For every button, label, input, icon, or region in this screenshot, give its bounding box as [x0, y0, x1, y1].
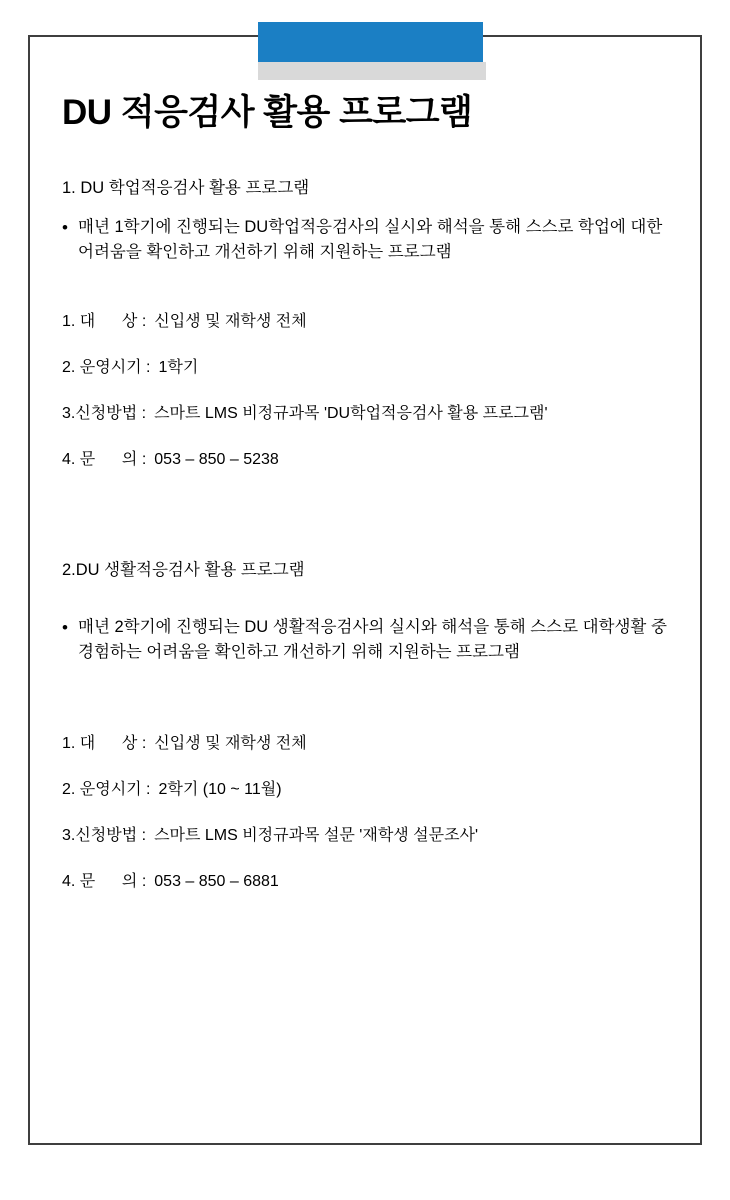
detail-value: 2학기 (10 ~ 11월) — [158, 780, 282, 798]
detail-value: 신입생 및 재학생 전체 — [154, 734, 307, 752]
detail-value: 053 – 850 – 6881 — [154, 872, 279, 890]
detail-label: 3.신청방법 : — [62, 826, 147, 844]
bullet-text: 매년 1학기에 진행되는 DU학업적응검사의 실시와 해석을 통해 스스로 학업에 대한 어려움을 확인하고 개선하기 위해 지원하는 프로그램 — [78, 217, 663, 262]
detail-value: 스마트 LMS 비정규과목 'DU학업적응검사 활용 프로그램' — [154, 404, 548, 422]
page-title: DU 적응검사 활용 프로그램 — [62, 93, 473, 132]
section-heading: 1. DU 학업적응검사 활용 프로그램 — [62, 179, 310, 197]
detail-label: 1. 대 상 : — [62, 734, 147, 752]
bullet-icon: • — [62, 217, 68, 237]
detail-value: 스마트 LMS 비정규과목 설문 '재학생 설문조사' — [154, 826, 479, 844]
bullet-text: 매년 2학기에 진행되는 DU 생활적응검사의 실시와 해석을 통해 스스로 대학생활 중 경험하는 어려움을 확인하고 개선하기 위해 지원하는 프로그램 — [78, 617, 667, 662]
document-frame — [28, 35, 702, 1145]
detail-label: 2. 운영시기 : — [62, 780, 151, 798]
detail-value: 신입생 및 재학생 전체 — [154, 312, 307, 330]
detail-value: 053 – 850 – 5238 — [154, 450, 279, 468]
detail-label: 4. 문 의 : — [62, 872, 147, 890]
detail-value: 1학기 — [158, 358, 199, 376]
bullet-icon: • — [62, 617, 68, 637]
detail-label: 1. 대 상 : — [62, 312, 147, 330]
detail-label: 3.신청방법 : — [62, 404, 147, 422]
section-heading: 2.DU 생활적응검사 활용 프로그램 — [62, 560, 305, 579]
detail-label: 4. 문 의 : — [62, 450, 147, 468]
header-blue-tab — [258, 22, 483, 62]
detail-label: 2. 운영시기 : — [62, 358, 151, 376]
